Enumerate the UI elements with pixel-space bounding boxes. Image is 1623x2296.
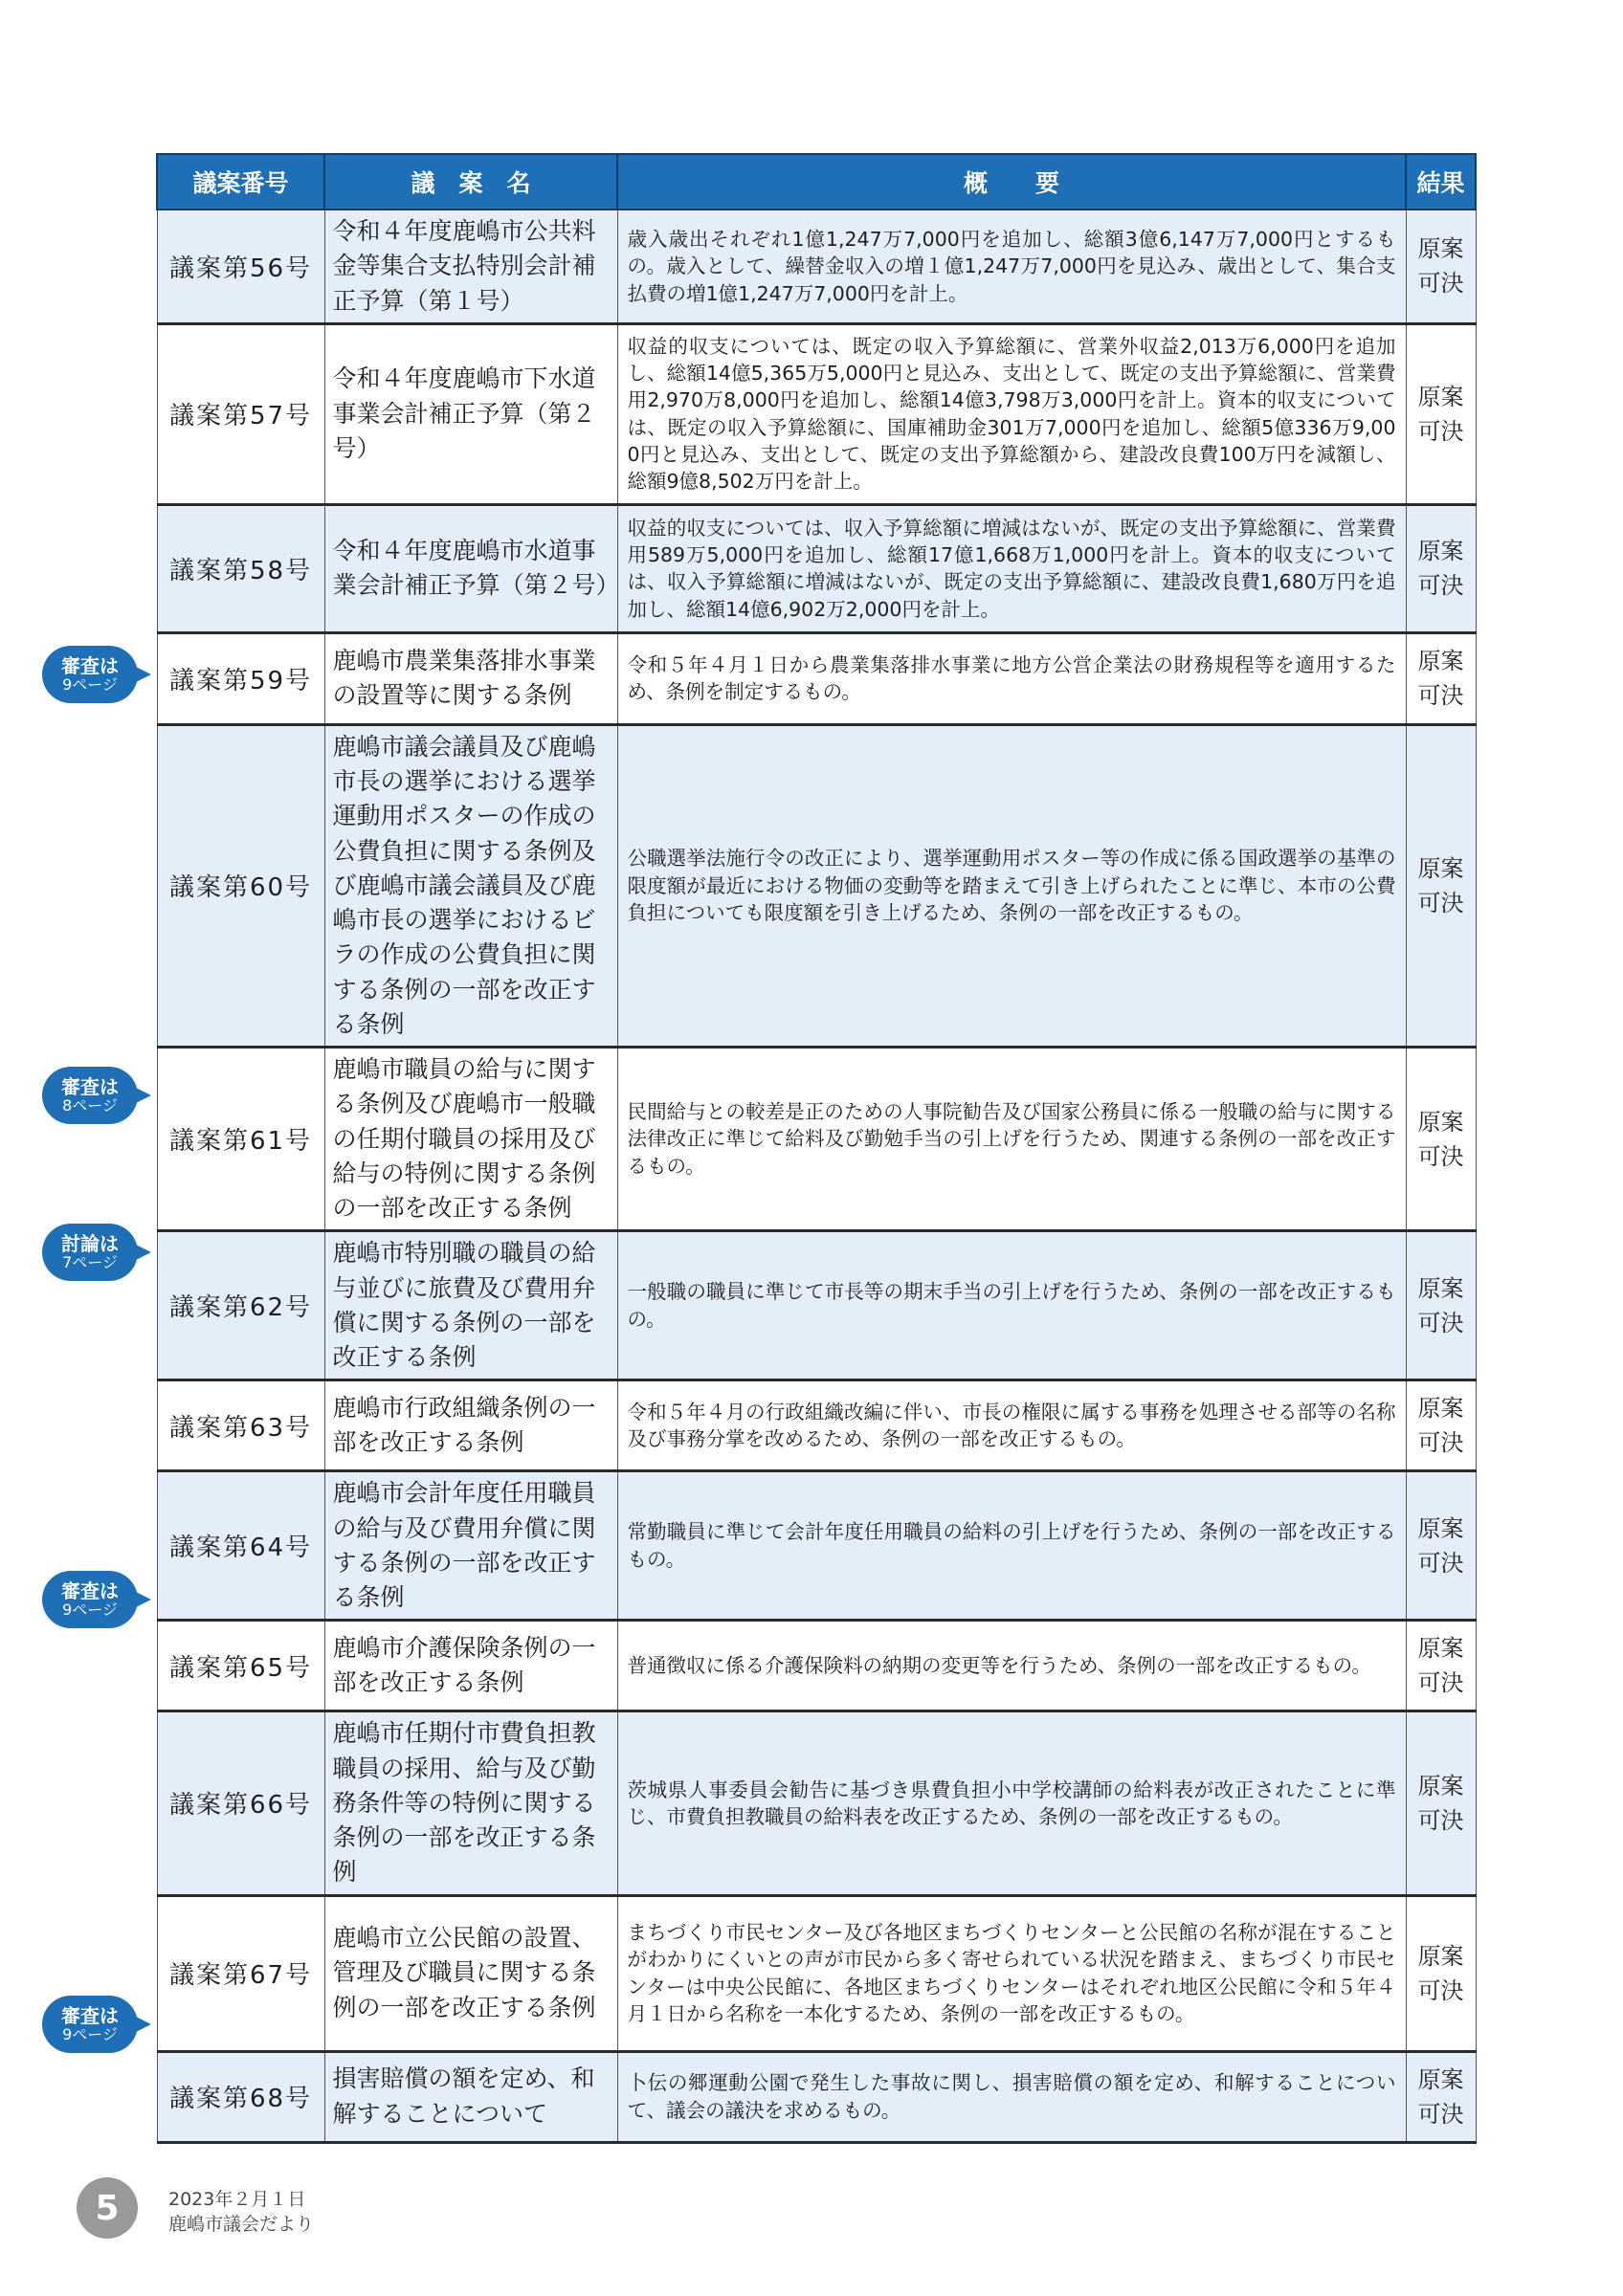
review-page-badge xyxy=(42,1996,138,2053)
table-row xyxy=(157,1380,1476,1471)
badge-label: 討論は xyxy=(61,1232,119,1256)
table-header-row xyxy=(157,154,1476,210)
result-line-2: 可決 xyxy=(1417,1806,1464,1834)
bill-number: 議案第58号 xyxy=(157,504,324,632)
table-row xyxy=(157,1048,1476,1231)
bill-name: 鹿嶋市職員の給与に関する条例及び鹿嶋市一般職の任期付職員の採用及び給与の特例に関する条例の一部を改正する条例 xyxy=(324,1048,617,1231)
bill-summary: 公職選挙法施行令の改正により、選挙運動用ポスター等の作成に係る国政選挙の基準の限度額が最近における物価の変動等を踏まえて引き上げられたことに準じ、本市の公費負担についても限度額を引き上げるため、条例の一部を改正するもの。 xyxy=(617,724,1406,1047)
badge-label: 審査は xyxy=(61,654,119,678)
result-line-2: 可決 xyxy=(1417,2100,1464,2128)
table-row xyxy=(157,632,1476,724)
bill-summary: 卜伝の郷運動公園で発生した事故に関し、損害賠償の額を定め、和解することについて、議会の議決を求めるもの。 xyxy=(617,2051,1406,2142)
table-row xyxy=(157,724,1476,1047)
table-row xyxy=(157,1711,1476,1895)
badge-page: 9ページ xyxy=(62,1601,118,1620)
table-row xyxy=(157,1621,1476,1711)
issue-date: 2023年２月１日 xyxy=(168,2189,306,2210)
bill-number: 議案第65号 xyxy=(157,1621,324,1711)
bill-name: 鹿嶋市農業集落排水事業の設置等に関する条例 xyxy=(324,632,617,724)
result-line-1: 原案 xyxy=(1417,648,1464,675)
bill-result xyxy=(1406,1895,1476,2051)
result-line-2: 可決 xyxy=(1417,1976,1464,2004)
bill-result xyxy=(1406,1380,1476,1471)
bill-number: 議案第66号 xyxy=(157,1711,324,1895)
badge-page: 9ページ xyxy=(62,2025,118,2044)
badge-page: 9ページ xyxy=(62,675,118,695)
header-result: 結果 xyxy=(1406,154,1476,210)
result-line-1: 原案 xyxy=(1417,1108,1464,1136)
badge-label: 審査は xyxy=(61,1579,119,1603)
bill-result xyxy=(1406,504,1476,632)
bill-summary: 普通徴収に係る介護保険料の納期の変更等を行うため、条例の一部を改正するもの。 xyxy=(617,1621,1406,1711)
bill-name: 令和４年度鹿嶋市公共料金等集合支払特別会計補正予算（第１号） xyxy=(324,210,617,323)
bill-number: 議案第60号 xyxy=(157,724,324,1047)
result-line-1: 原案 xyxy=(1417,854,1464,882)
result-line-2: 可決 xyxy=(1417,1669,1464,1697)
bill-result xyxy=(1406,1711,1476,1895)
table-row xyxy=(157,504,1476,632)
bill-number: 議案第56号 xyxy=(157,210,324,323)
result-line-1: 原案 xyxy=(1417,383,1464,410)
bill-summary: 歳入歳出それぞれ1億1,247万7,000円を追加し、総額3億6,147万7,000円とするもの。歳入として、繰替金収入の増１億1,247万7,000円を見込み、歳出として、集合支払費の増1億1,247万7,000円を計上。 xyxy=(617,210,1406,323)
bill-summary: 一般職の職員に準じて市長等の期末手当の引上げを行うため、条例の一部を改正するもの。 xyxy=(617,1231,1406,1380)
bill-name: 令和４年度鹿嶋市下水道事業会計補正予算（第２号） xyxy=(324,323,617,504)
review-page-badge xyxy=(42,1571,138,1628)
result-line-1: 原案 xyxy=(1417,1395,1464,1423)
result-line-2: 可決 xyxy=(1417,682,1464,710)
bill-summary: 常勤職員に準じて会計年度任用職員の給料の引上げを行うため、条例の一部を改正するもの。 xyxy=(617,1471,1406,1621)
bill-name: 鹿嶋市介護保険条例の一部を改正する条例 xyxy=(324,1621,617,1711)
bill-summary: 収益的収支については、既定の収入予算総額に、営業外収益2,013万6,000円を追加し、総額14億5,365万5,000円と見込み、支出として、既定の支出予算総額に、営業費用2,970万8,000円を追加し、総額14億3,798万3,000円を計上。資本的収支については、既定の収入予算総額に、国庫補助金301万7,000円を追加し、総額5億336万9,000円と見込み、支出として、既定の支出予算総額から、建設改良費100万円を減額し、総額9億8,502万円を計上。 xyxy=(617,323,1406,504)
header-summary: 概 要 xyxy=(617,154,1406,210)
result-line-2: 可決 xyxy=(1417,572,1464,600)
result-line-1: 原案 xyxy=(1417,1514,1464,1542)
table-row xyxy=(157,1895,1476,2051)
result-line-1: 原案 xyxy=(1417,1274,1464,1302)
bill-result xyxy=(1406,1621,1476,1711)
result-line-1: 原案 xyxy=(1417,538,1464,565)
table-row xyxy=(157,1471,1476,1621)
result-line-1: 原案 xyxy=(1417,1772,1464,1799)
table-row xyxy=(157,2051,1476,2142)
result-line-1: 原案 xyxy=(1417,1942,1464,1970)
bill-name: 鹿嶋市行政組織条例の一部を改正する条例 xyxy=(324,1380,617,1471)
header-number: 議案番号 xyxy=(157,154,324,210)
bill-number: 議案第62号 xyxy=(157,1231,324,1380)
review-page-badge xyxy=(42,1067,138,1124)
bill-name: 鹿嶋市任期付市費負担教職員の採用、給与及び勤務条件等の特例に関する条例の一部を改正する条例 xyxy=(324,1711,617,1895)
bill-result xyxy=(1406,210,1476,323)
bill-summary: 令和５年４月１日から農業集落排水事業に地方公営企業法の財務規程等を適用するため、条例を制定するもの。 xyxy=(617,632,1406,724)
result-line-2: 可決 xyxy=(1417,1549,1464,1577)
result-line-2: 可決 xyxy=(1417,1142,1464,1170)
bill-name: 損害賠償の額を定め、和解することについて xyxy=(324,2051,617,2142)
debate-page-badge xyxy=(42,1224,138,1281)
bill-result xyxy=(1406,1471,1476,1621)
bill-result xyxy=(1406,1231,1476,1380)
bill-summary: 茨城県人事委員会勧告に基づき県費負担小中学校講師の給料表が改正されたことに準じ、市費負担教職員の給料表を改正するため、条例の一部を改正するもの。 xyxy=(617,1711,1406,1895)
bill-name: 鹿嶋市会計年度任用職員の給与及び費用弁償に関する条例の一部を改正する条例 xyxy=(324,1471,617,1621)
bill-result xyxy=(1406,2051,1476,2142)
result-line-2: 可決 xyxy=(1417,1429,1464,1457)
page-number: 5 xyxy=(77,2177,138,2239)
bill-number: 議案第61号 xyxy=(157,1048,324,1231)
bill-summary: 収益的収支については、収入予算総額に増減はないが、既定の支出予算総額に、営業費用589万5,000円を追加し、総額17億1,668万1,000円を計上。資本的収支については、収入予算総額に増減はないが、既定の支出予算総額に、建設改良費1,680万円を追加し、総額14億6,902万2,000円を計上。 xyxy=(617,504,1406,632)
result-line-1: 原案 xyxy=(1417,1635,1464,1663)
bill-name: 鹿嶋市立公民館の設置、管理及び職員に関する条例の一部を改正する条例 xyxy=(324,1895,617,2051)
result-line-2: 可決 xyxy=(1417,417,1464,445)
bill-summary: 民間給与との較差是正のための人事院勧告及び国家公務員に係る一般職の給与に関する法律改正に準じて給料及び勤勉手当の引上げを行うため、関連する条例の一部を改正するもの。 xyxy=(617,1048,1406,1231)
bill-number: 議案第57号 xyxy=(157,323,324,504)
publication-title: 鹿嶋市議会だより xyxy=(168,2214,315,2235)
badge-page: 7ページ xyxy=(62,1253,118,1272)
bill-result xyxy=(1406,724,1476,1047)
bills-table xyxy=(156,153,1477,2144)
bill-number: 議案第63号 xyxy=(157,1380,324,1471)
badge-page: 8ページ xyxy=(62,1096,118,1115)
review-page-badge xyxy=(42,646,138,703)
bill-summary: 令和５年４月の行政組織改編に伴い、市長の権限に属する事務を処理させる部等の名称及び事務分掌を改めるため、条例の一部を改正するもの。 xyxy=(617,1380,1406,1471)
bill-result xyxy=(1406,1048,1476,1231)
bill-number: 議案第68号 xyxy=(157,2051,324,2142)
bill-name: 鹿嶋市議会議員及び鹿嶋市長の選挙における選挙運動用ポスターの作成の公費負担に関する条例及び鹿嶋市議会議員及び鹿嶋市長の選挙におけるビラの作成の公費負担に関する条例の一部を改正する条例 xyxy=(324,724,617,1047)
result-line-1: 原案 xyxy=(1417,2065,1464,2093)
table-row xyxy=(157,323,1476,504)
table-row xyxy=(157,210,1476,323)
bill-number: 議案第64号 xyxy=(157,1471,324,1621)
result-line-1: 原案 xyxy=(1417,235,1464,263)
bill-name: 令和４年度鹿嶋市水道事業会計補正予算（第２号） xyxy=(324,504,617,632)
bill-result xyxy=(1406,323,1476,504)
header-name: 議 案 名 xyxy=(324,154,617,210)
bill-number: 議案第59号 xyxy=(157,632,324,724)
bill-name: 鹿嶋市特別職の職員の給与並びに旅費及び費用弁償に関する条例の一部を改正する条例 xyxy=(324,1231,617,1380)
result-line-2: 可決 xyxy=(1417,1309,1464,1336)
badge-label: 審査は xyxy=(61,2004,119,2028)
table-row xyxy=(157,1231,1476,1380)
bill-result xyxy=(1406,632,1476,724)
result-line-2: 可決 xyxy=(1417,270,1464,298)
result-line-2: 可決 xyxy=(1417,889,1464,916)
bill-summary: まちづくり市民センター及び各地区まちづくりセンターと公民館の名称が混在することがわかりにくいとの声が市民から多く寄せられている状況を踏まえ、まちづくり市民センターは中央公民館に、各地区まちづくりセンターはそれぞれ地区公民館に令和５年４月１日から名称を一本化するため、条例の一部を改正するもの。 xyxy=(617,1895,1406,2051)
bill-number: 議案第67号 xyxy=(157,1895,324,2051)
badge-label: 審査は xyxy=(61,1075,119,1099)
